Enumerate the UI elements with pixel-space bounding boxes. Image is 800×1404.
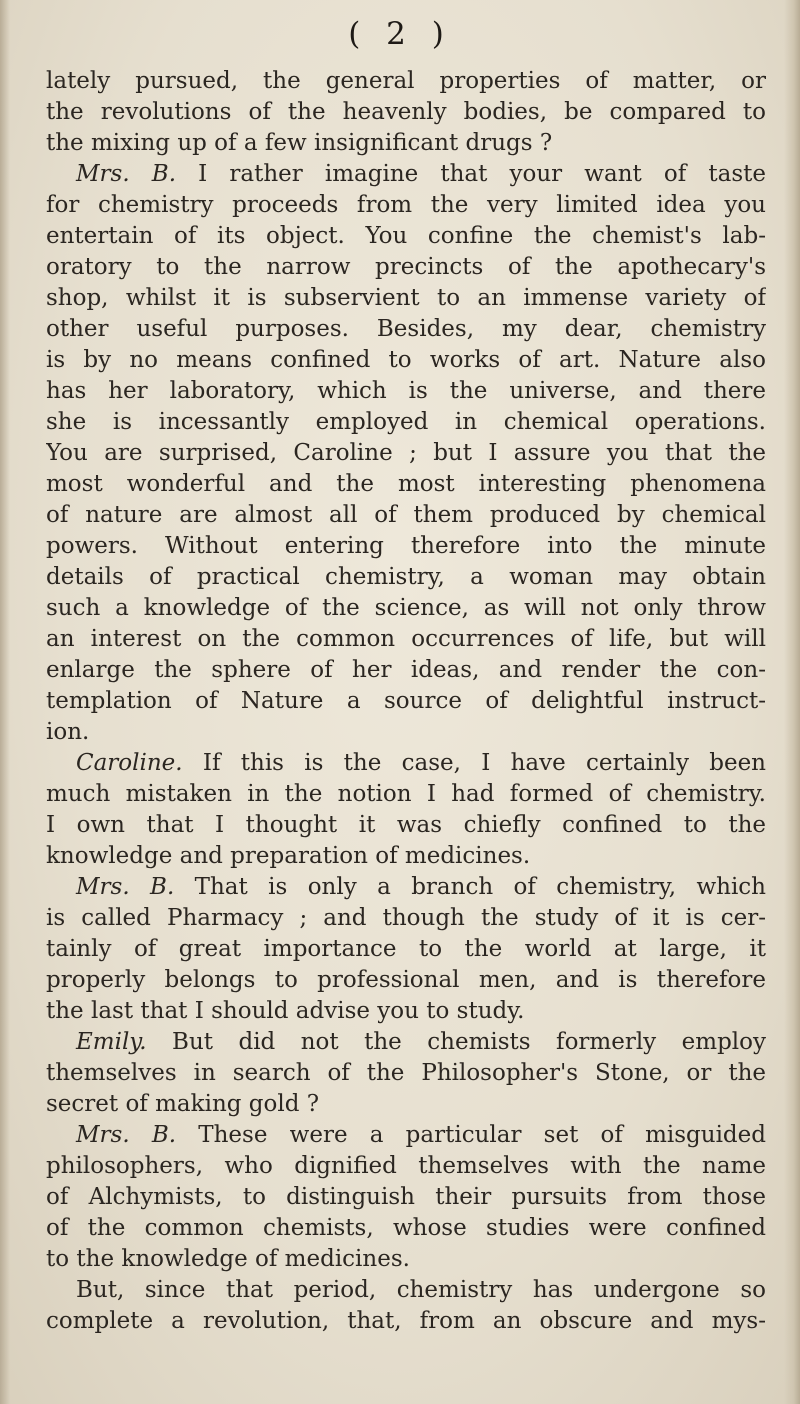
- line-text: of the common chemists, whose studies were confined: [46, 1215, 766, 1241]
- line-text: to the knowledge of medicines.: [46, 1246, 410, 1272]
- line-text: of Alchymists, to distinguish their pursuits from those: [46, 1184, 766, 1210]
- line-text: the mixing up of a few insignificant drugs ?: [46, 130, 553, 156]
- line-text: an interest on the common occurrences of life, but will: [46, 626, 766, 652]
- text-line: [46, 562, 766, 593]
- text-line: [46, 1306, 766, 1337]
- line-text: These were a particular set of misguided: [176, 1122, 766, 1148]
- page-gutter-shadow: [0, 0, 10, 1404]
- text-line: [46, 841, 766, 872]
- text-line: [46, 965, 766, 996]
- line-text: lately pursued, the general properties of matter, or: [46, 68, 766, 94]
- line-text: other useful purposes. Besides, my dear, chemistry: [46, 316, 766, 342]
- text-line: [46, 376, 766, 407]
- line-text: I rather imagine that your want of taste: [176, 161, 766, 187]
- text-line: [46, 1244, 766, 1275]
- text-line: [46, 1213, 766, 1244]
- line-text: most wonderful and the most interesting phenomena: [46, 471, 766, 497]
- text-line: [46, 97, 766, 128]
- speaker-name: Mrs. B.: [76, 874, 175, 900]
- text-line: [46, 1275, 766, 1306]
- text-line: [46, 686, 766, 717]
- text-line: [46, 717, 766, 748]
- text-line: [46, 1151, 766, 1182]
- speaker-name: Mrs. B.: [76, 161, 177, 187]
- line-text: entertain of its object. You confine the chemist's lab-: [46, 223, 766, 249]
- line-text: knowledge and preparation of medicines.: [46, 843, 531, 869]
- text-line: [46, 934, 766, 965]
- line-text: the last that I should advise you to study.: [46, 998, 525, 1024]
- text-line: [46, 531, 766, 562]
- text-line: [46, 159, 766, 190]
- page-edge-shadow: [784, 0, 800, 1404]
- text-line: [46, 872, 766, 903]
- line-text: is called Pharmacy ; and though the study of it is cer-: [46, 905, 766, 931]
- line-text: enlarge the sphere of her ideas, and render the con-: [46, 657, 766, 683]
- line-text: of nature are almost all of them produced by chemical: [46, 502, 766, 528]
- line-text: templation of Nature a source of delightful instruct-: [46, 688, 766, 714]
- line-text: for chemistry proceeds from the very limited idea you: [46, 192, 766, 218]
- text-line: [46, 221, 766, 252]
- line-text: oratory to the narrow precincts of the apothecary's: [46, 254, 766, 280]
- line-text: You are surprised, Caroline ; but I assure you that the: [46, 440, 766, 466]
- text-line: [46, 996, 766, 1027]
- text-line: [46, 1058, 766, 1089]
- line-text: themselves in search of the Philosopher's Stone, or the: [46, 1060, 766, 1086]
- text-line: [46, 345, 766, 376]
- line-text: shop, whilst it is subservient to an immense variety of: [46, 285, 766, 311]
- line-text: such a knowledge of the science, as will not only throw: [46, 595, 766, 621]
- line-text: secret of making gold ?: [46, 1091, 320, 1117]
- line-text: ion.: [46, 719, 90, 745]
- text-line: [46, 1182, 766, 1213]
- line-text: That is only a branch of chemistry, which: [174, 874, 766, 900]
- line-text: powers. Without entering therefore into the minute: [46, 533, 766, 559]
- text-line: [46, 438, 766, 469]
- text-line: [46, 500, 766, 531]
- text-line: [46, 128, 766, 159]
- text-line: [46, 748, 766, 779]
- text-line: [46, 407, 766, 438]
- line-text: has her laboratory, which is the universe, and there: [46, 378, 766, 404]
- text-line: [46, 1027, 766, 1058]
- text-line: [46, 469, 766, 500]
- text-line: [46, 252, 766, 283]
- text-line: [46, 283, 766, 314]
- line-text: tainly of great importance to the world at large, it: [46, 936, 766, 962]
- speaker-name: Mrs. B.: [76, 1122, 177, 1148]
- body-text: [46, 66, 766, 1337]
- line-text: she is incessantly employed in chemical operations.: [46, 409, 766, 435]
- line-text: philosophers, who dignified themselves with the name: [46, 1153, 766, 1179]
- line-text: is by no means confined to works of art. Nature also: [46, 347, 766, 373]
- speaker-name: Emily.: [76, 1029, 147, 1055]
- line-text: If this is the case, I have certainly been: [182, 750, 766, 776]
- text-line: [46, 314, 766, 345]
- text-line: [46, 903, 766, 934]
- speaker-name: Caroline.: [76, 750, 183, 776]
- text-line: [46, 624, 766, 655]
- text-line: [46, 190, 766, 221]
- line-text: the revolutions of the heavenly bodies, be compared to: [46, 99, 766, 125]
- text-line: [46, 593, 766, 624]
- line-text: But, since that period, chemistry has undergone so: [76, 1277, 766, 1303]
- text-line: [46, 1120, 766, 1151]
- line-text: But did not the chemists formerly employ: [146, 1029, 766, 1055]
- line-text: details of practical chemistry, a woman may obtain: [46, 564, 766, 590]
- line-text: much mistaken in the notion I had formed of chemistry.: [46, 781, 766, 807]
- line-text: I own that I thought it was chiefly confined to the: [46, 812, 766, 838]
- line-text: properly belongs to professional men, and is therefore: [46, 967, 766, 993]
- text-line: [46, 810, 766, 841]
- page-number: ( 2 ): [348, 16, 452, 52]
- text-line: [46, 655, 766, 686]
- text-line: [46, 779, 766, 810]
- line-text: complete a revolution, that, from an obscure and mys-: [46, 1308, 766, 1334]
- text-line: [46, 66, 766, 97]
- text-line: [46, 1089, 766, 1120]
